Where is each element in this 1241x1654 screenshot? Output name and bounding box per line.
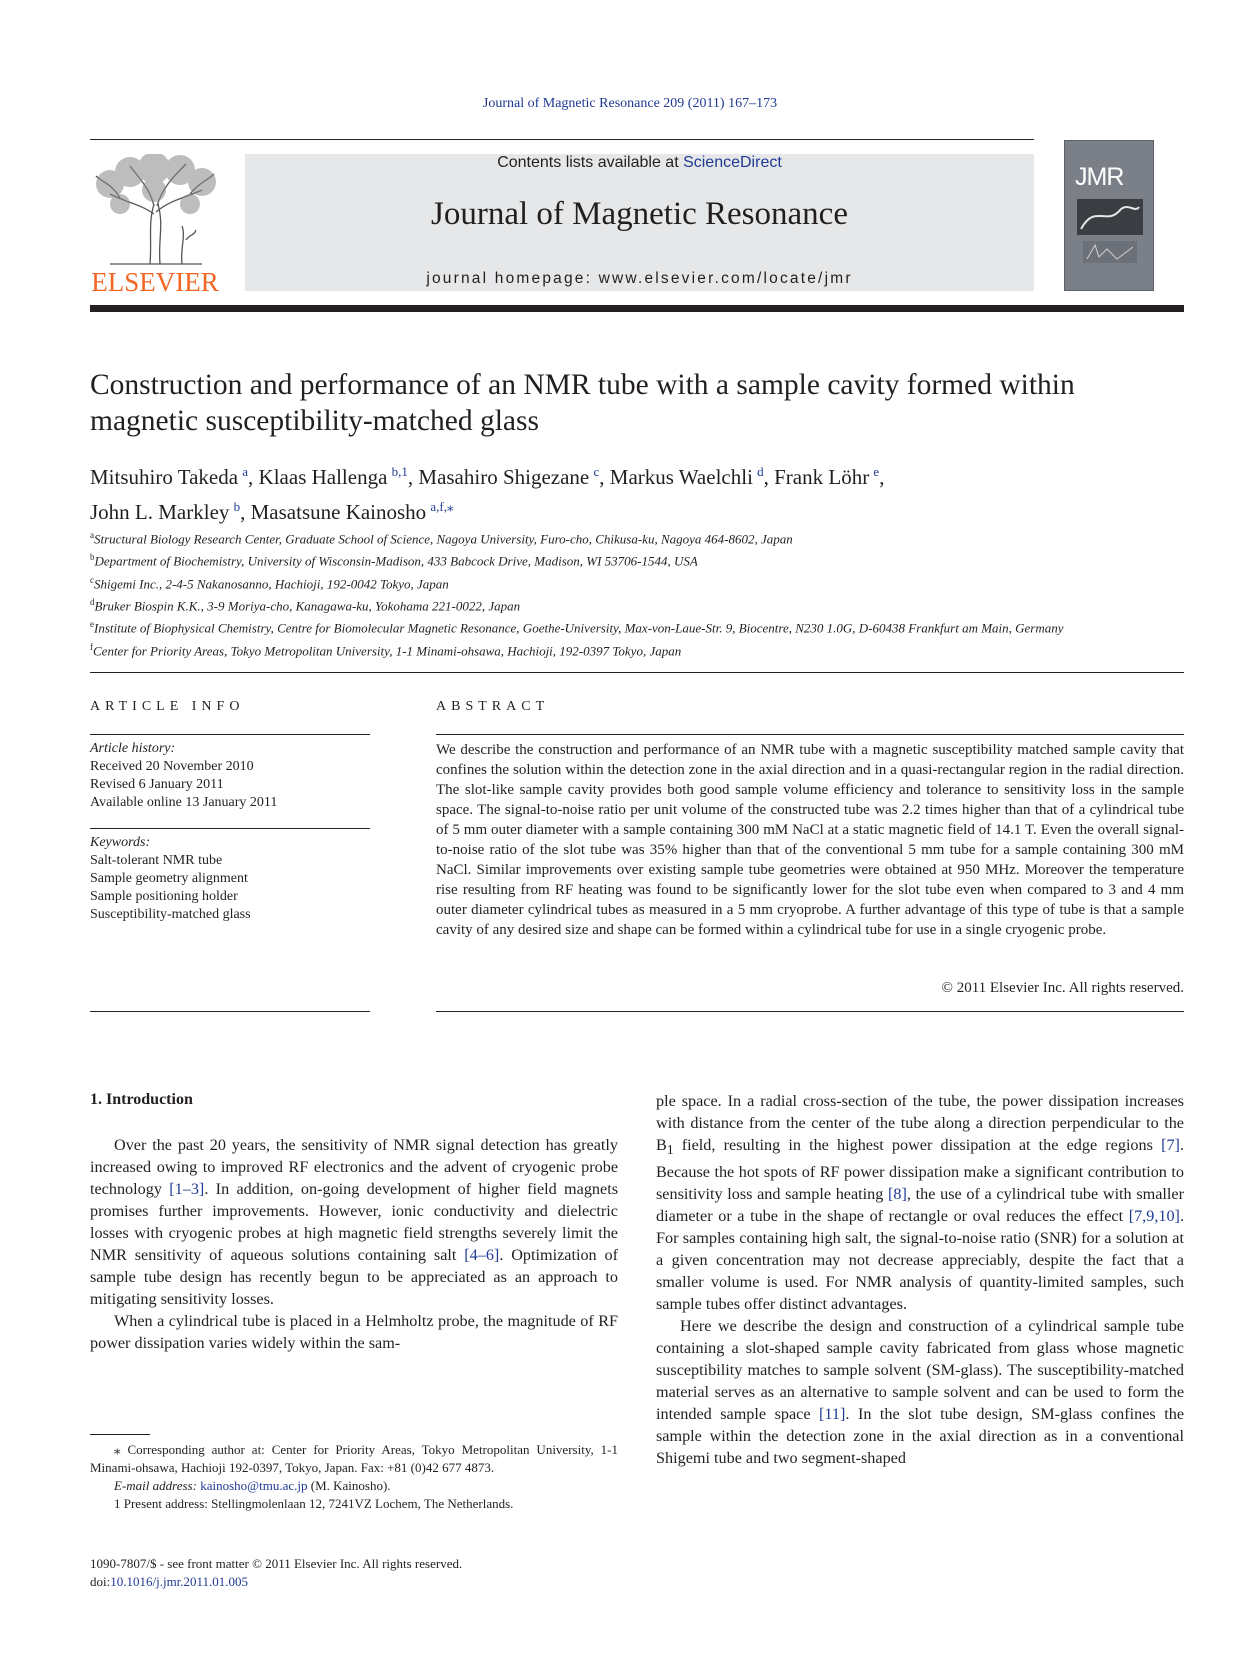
affiliation-text: Bruker Biospin K.K., 3-9 Moriya-cho, Kanagawa-ku, Yokohama 221-0022, Japan [94,598,521,614]
doi-line [90,1573,690,1591]
affiliation-mark: d [90,596,95,607]
author-list: Mitsuhiro Takeda $^a$, Klaas Hallenga $^{b,1}$, Masahiro Shigezane $^c$, Markus Waelchli $^d$, Frank Löhr $^e$, John L. Markley $^b$, Masatsune Kainosho $^{a,f,⁎}$ [90,464,885,524]
abstract-text: We describe the construction and performance of an NMR tube with a magnetic susceptibility matched sample cavity that confines the solution within the detection zone in the axial direction and in a quasi-rectangular region in the radial direction. The slot-like sample cavity provides both good sample volume efficiency and tolerance to sensitivity loss in the sample space. The signal-to-noise ratio per unit volume of the constructed tube was 2.2 times higher than that of a cylindrical tube of 5 mm outer diameter with a sample containing 300 mM NaCl at a static magnetic field of 14.1 T. Even the overall signal-to-noise ratio of the slot tube was 35% higher than that of the conventional 5 mm tube for a sample containing 300 mM NaCl. Similar improvements over existing sample tube geometries were obtained at 950 MHz. Moreover the temperature rise resulting from RF heating was found to be significantly lower for the slot tube even when compared to 3 and 4 mm outer diameter cylindrical tubes as measured in a 5 mm cryoprobe. A further advantage of this type of tube is that a sample cavity of any desired size and shape can be formed within a cylindrical tube for use in a single cryogenic probe. [436,742,1184,938]
body-text: . For samples containing high salt, the signal-to-noise ratio (SNR) for a solution at a given concentration may not decrease appreciably, despite the fact that a smaller volume is used. For NMR analysis of quantity-limited samples, such sample tubes offer distinct advantages. [656,1207,1184,1314]
keywords [90,834,370,924]
elsevier-tree-icon [90,154,220,266]
doi-label: doi: [90,1574,111,1589]
keyword-item: Salt-tolerant NMR tube [90,853,223,868]
body-text: . Optimization of sample tube design has recently begun to be appreciated as an approach to mitigating sensitivity losses. [90,1246,618,1308]
cover-title: JMR [1075,163,1124,191]
keyword-item: Susceptibility-matched glass [90,907,251,922]
keywords-label: Keywords: [90,835,151,850]
keyword-item: Sample positioning holder [90,889,238,904]
affiliation-text: Structural Biology Research Center, Graduate School of Science, Nagoya University, Furo-cho, Chikusa-ku, Nagoya 464-8602, Japan [94,531,793,547]
history-label: Article history: [90,741,176,756]
footnote-rule [90,1434,150,1435]
article-history [90,740,370,812]
body-paragraph [656,1090,1184,1315]
front-matter [90,1555,690,1591]
footnotes [90,1441,618,1513]
affiliation-text: Shigemi Inc., 2-4-5 Nakanosanno, Hachioji, 192-0042 Tokyo, Japan [94,575,449,591]
contents-line [245,154,1034,172]
history-item: Received 20 November 2010 [90,759,254,774]
affiliation-item [90,571,1184,593]
affiliation-text: Department of Biochemistry, University of Wisconsin-Madison, 433 Babcock Drive, Madison, WI 53706-1544, USA [94,553,698,569]
author-affiliation-mark[interactable]: c [593,464,600,479]
header-rule [90,139,1034,140]
author-name: Klaas Hallenga [258,465,388,489]
body-text: ple space. In a radial cross-section of the tube, the power dissipation increases with distance from the center of the tube along a direction perpendicular to the B [656,1092,1184,1154]
body-text: , the use of a cylindrical tube with smaller diameter or a tube in the shape of rectangle or oval reduces the effect [656,1185,1184,1226]
section-heading: 1. Introduction [90,1091,193,1108]
affiliation-item [90,593,1184,615]
body-column-left [90,1134,618,1354]
affiliation-item [90,615,1070,637]
doi-link[interactable]: 10.1016/j.jmr.2011.01.005 [110,1574,249,1589]
author-affiliation-mark[interactable]: e [873,464,880,479]
header-thick-rule [90,305,1184,312]
body-text: Here we describe the design and construction of a cylindrical sample tube containing a slot-shaped sample cavity fabricated from glass whose magnetic susceptibility matches to sample solvent (SM-glass). The susceptibility-matched material serves as an alternative to sample solvent and can be used to form the intended sample space [656,1317,1184,1424]
affiliation-mark: c [90,574,94,585]
info-rule [90,828,370,829]
affiliation-mark: a [90,530,94,540]
sciencedirect-link[interactable]: ScienceDirect [683,154,782,171]
body-text: . In the slot tube design, SM-glass confines the sample within the detection zone in the axial direction as in a conventional Shigemi tube and two segment-shaped [656,1405,1185,1468]
info-rule [90,1011,370,1012]
keyword-item: Sample geometry alignment [90,871,248,886]
subscript: 1 [666,1142,674,1158]
affiliation-mark: b [90,552,95,563]
email-suffix: (M. Kainosho). [307,1478,391,1493]
author-affiliation-mark[interactable]: a [242,464,249,479]
affiliation-item [90,638,1184,660]
citation-link[interactable]: [7] [1161,1136,1180,1154]
body-text: field, resulting in the highest power dissipation at the edge regions [673,1136,1162,1154]
citation-link[interactable]: [8] [888,1185,907,1204]
citation-link[interactable]: [7,9,10] [1128,1207,1180,1226]
email-label: E-mail address: [114,1478,201,1493]
body-column-right [656,1090,1184,1469]
author-name: John L. Markley [90,500,230,524]
affiliation-list [90,526,1184,660]
article-info-heading: ARTICLE INFO [90,699,245,714]
email-footnote [90,1477,618,1495]
citation-link[interactable]: [11] [819,1405,846,1424]
body-paragraph: When a cylindrical tube is placed in a Helmholtz probe, the magnitude of RF power dissipation varies widely within the sam- [90,1312,618,1352]
author-name: Masatsune Kainosho [250,500,427,524]
author-affiliation-mark[interactable]: a,f,⁎ [430,499,454,514]
body-text: . In addition, on-going development of higher field magnets promises further improvements. However, ionic conductivity and dielectric losses with cryogenic probes at high magnetic field strengths severely limit the NMR sensitivity of aqueous solutions containing salt [90,1180,618,1264]
history-item: Available online 13 January 2011 [90,795,278,810]
affiliation-text: Institute of Biophysical Chemistry, Centre for Biomolecular Magnetic Resonance, Goethe-University, Max-von-Laue-Str. 9, Biocentre, N230 1.0G, D-60438 Frankfurt am Main, Germany [94,620,1064,636]
elsevier-wordmark: ELSEVIER [91,267,219,297]
body-paragraph [90,1134,618,1310]
journal-citation[interactable]: Journal of Magnetic Resonance 209 (2011) 167–173 [482,96,778,111]
author-name: Markus Waelchli [609,465,753,489]
abstract-heading: ABSTRACT [436,699,550,714]
author-affiliation-mark[interactable]: b,1 [391,464,408,479]
author-name: Mitsuhiro Takeda [90,465,239,489]
abstract-rule [436,734,1184,735]
journal-banner [245,154,1034,291]
abstract-copyright: © 2011 Elsevier Inc. All rights reserved. [941,980,1184,996]
elsevier-logo [90,154,220,297]
affiliation-item [90,526,1184,548]
affiliation-mark: e [90,619,94,630]
history-item: Revised 6 January 2011 [90,777,224,792]
section-rule [90,672,1184,673]
body-text: Over the past 20 years, the sensitivity of NMR signal detection has greatly increased owing to improved RF electronics and the advent of cryogenic probe technology [90,1136,618,1198]
citation-link[interactable]: [1–3] [169,1180,205,1198]
article-title: Construction and performance of an NMR tube with a sample cavity formed within magnetic susceptibility-matched glass [90,369,1075,437]
contents-prefix: Contents lists available at [497,154,684,171]
author-affiliation-mark[interactable]: d [757,464,764,479]
author-affiliation-mark[interactable]: b [233,499,241,514]
corresponding-footnote: ⁎ Corresponding author at: Center for Priority Areas, Tokyo Metropolitan University, 1-1 Minami-ohsawa, Hachioji 192-0397, Tokyo, Japan. Fax: +81 (0)42 677 4873. [90,1442,618,1475]
info-rule [90,734,370,735]
affiliation-item [90,548,1184,570]
cover-image-icon [1077,199,1143,269]
email-link[interactable]: kainosho@tmu.ac.jp [200,1478,308,1493]
affiliation-text: Center for Priority Areas, Tokyo Metropolitan University, 1-1 Minami-ohsawa, Hachioji, 192-0397 Tokyo, Japan [93,642,682,658]
citation-link[interactable]: [4–6] [464,1246,500,1264]
body-paragraph [656,1315,1184,1469]
journal-homepage[interactable]: journal homepage: www.elsevier.com/locate/jmr [426,270,853,287]
journal-cover[interactable] [1064,140,1154,291]
author-name: Masahiro Shigezane [418,465,590,489]
journal-name: Journal of Magnetic Resonance [431,196,848,232]
issn-line: 1090-7807/$ - see front matter © 2011 Elsevier Inc. All rights reserved. [90,1556,463,1571]
affiliation-mark: f [90,641,93,652]
body-text: . Because the hot spots of RF power dissipation make a significant contribution to sensitivity loss and sample heating [656,1136,1184,1204]
present-address-footnote: 1 Present address: Stellingmolenlaan 12, 7241VZ Lochem, The Netherlands. [114,1496,514,1511]
author-name: Frank Löhr [774,465,870,489]
abstract-rule [436,1011,1184,1012]
